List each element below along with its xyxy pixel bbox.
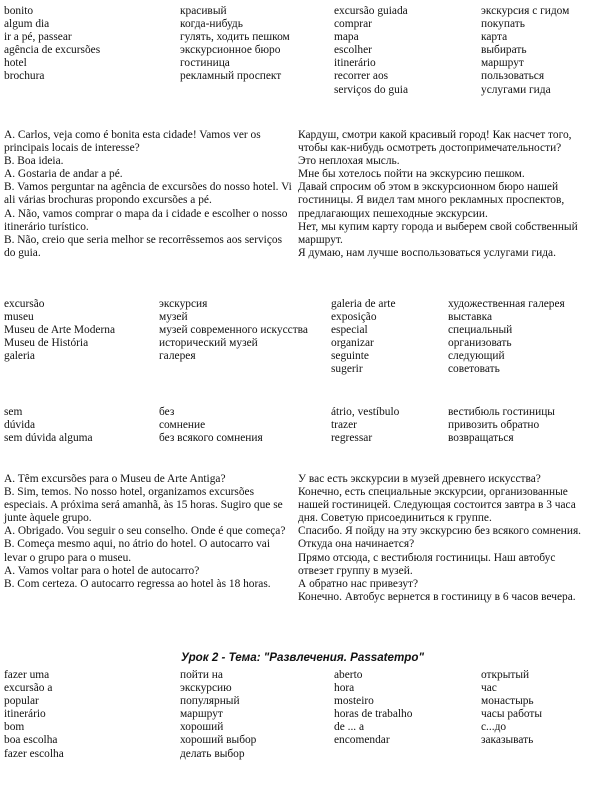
- vocab-translation: час: [481, 682, 497, 695]
- vocab-translation: [481, 748, 596, 761]
- vocab-word: especial: [331, 324, 368, 337]
- vocab-word: escolher: [334, 44, 372, 57]
- vocab-translation: исторический музей: [159, 337, 258, 350]
- vocab-word: popular: [4, 695, 39, 708]
- dialogue-line: Нет, мы купим карту города и выберем свой собственный маршрут.: [298, 220, 578, 246]
- vocab-word: trazer: [331, 419, 357, 432]
- vocab-translation: экскурсионное бюро: [180, 44, 281, 57]
- vocab-translation: часы работы: [481, 708, 543, 721]
- vocab-word: sem: [4, 406, 23, 418]
- dialogue-line: Давай спросим об этом в экскурсионном бюро нашей гостиницы. Я видел там много рекламных проспектов, предлагающих пешеходные экскурсии.: [298, 181, 565, 220]
- vocab-translation: карта: [481, 31, 508, 44]
- vocab-table-2: [4, 298, 598, 377]
- vocab-translation: музей: [159, 311, 188, 324]
- dialogue-line: Мне бы хотелось пойти на экскурсию пешком.: [298, 168, 525, 181]
- vocab-translation: красивый: [180, 5, 227, 17]
- vocab-word: fazer escolha: [4, 747, 64, 760]
- vocab-word: galeria: [4, 350, 35, 363]
- vocab-translation: гулять, ходить пешком: [180, 31, 290, 44]
- vocab-translation: специальный: [448, 324, 513, 337]
- vocab-translation: открытый: [481, 669, 530, 681]
- vocab-word: agência de excursões: [4, 44, 101, 57]
- dialogue-line: B. Com certeza. O autocarro regressa ao hotel às 18 horas.: [4, 577, 271, 590]
- vocab-word: dúvida: [4, 419, 36, 432]
- vocab-translation: организовать: [448, 337, 512, 350]
- vocab-word: de ... a: [334, 721, 365, 734]
- vocab-word: mosteiro: [334, 695, 374, 708]
- vocab-table-1: [4, 5, 601, 97]
- vocab-translation: хороший выбор: [180, 734, 257, 747]
- vocab-translation: хороший: [180, 721, 224, 734]
- dialogue-line: B. Sim, temos. No nosso hotel, organizamos excursões especiais. A próxima será amanhã, às 15 horas. Sugiro que se junte àquele grupo.: [4, 486, 283, 525]
- vocab-translation: возвращаться: [448, 432, 514, 445]
- vocab-word: horas de trabalho: [334, 708, 413, 721]
- dialogue-line: A. Carlos, veja como é bonita esta cidade! Vamos ver os principais locais de interesse?: [4, 129, 261, 155]
- vocab-translation: выбирать: [481, 44, 527, 57]
- vocab-word: Museu de Arte Moderna: [4, 324, 116, 337]
- dialogue-1-portuguese: [4, 129, 294, 260]
- dialogue-line: Спасибо. Я пойду на эту экскурсию без всякого сомнения. Откуда она начинается?: [298, 525, 582, 551]
- dialogue-line: A. Não, vamos comprar o mapa da i cidade e escolher o nosso itinerário turístico.: [4, 207, 288, 233]
- vocab-word: organizar: [331, 337, 374, 350]
- vocab-translation: рекламный проспект: [180, 70, 282, 83]
- vocab-translation: гостиница: [180, 57, 230, 70]
- vocab-translation: экскурсию: [180, 682, 232, 695]
- vocab-table-4: [4, 669, 596, 761]
- vocab-translation: монастырь: [481, 695, 534, 708]
- dialogue-line: B. Boa ideia.: [4, 155, 64, 168]
- dialogue-line: Конечно. Автобус вернется в гостиницу в 6 часов вечера.: [298, 590, 576, 603]
- vocab-word: boa escolha: [4, 734, 58, 747]
- vocab-translation: когда-нибудь: [180, 18, 243, 31]
- vocab-word: excursão guiada: [334, 5, 408, 17]
- vocab-word: hotel: [4, 57, 27, 70]
- dialogue-line: A. Vamos voltar para o hotel de autocarro?: [4, 564, 200, 577]
- vocab-word: seguinte: [331, 350, 369, 363]
- vocab-translation: художественная галерея: [448, 298, 565, 310]
- vocab-word: museu: [4, 311, 34, 324]
- vocab-word: bonito: [4, 5, 34, 17]
- dialogue-line: B. Vamos perguntar na agência de excursões do nosso hotel. Vi ali várias brochuras propondo excursões a pé.: [4, 181, 292, 207]
- vocab-translation: маршрут: [481, 57, 524, 70]
- dialogue-line: A. Gostaria de andar a pé.: [4, 168, 123, 181]
- vocab-translation: привозить обратно: [448, 419, 540, 432]
- vocab-word: itinerário: [334, 57, 376, 70]
- vocab-translation: выставка: [448, 311, 493, 324]
- vocab-translation: заказывать: [481, 734, 534, 747]
- vocab-word: Museu de História: [4, 337, 89, 350]
- dialogue-line: A. Têm excursões para o Museu de Arte Antiga?: [4, 473, 226, 485]
- vocab-word: fazer uma: [4, 669, 50, 681]
- dialogue-line: A. Obrigado. Vou seguir o seu conselho. Onde é que começa?: [4, 525, 286, 538]
- dialogue-line: Кардуш, смотри какой красивый город! Как насчет того, чтобы как-нибудь осмотреть достопримечательности?: [298, 129, 572, 155]
- vocab-translation: [159, 363, 331, 376]
- vocab-word: aberto: [334, 669, 363, 681]
- dialogue-2-russian: [298, 473, 592, 604]
- vocab-translation: маршрут: [180, 708, 223, 721]
- vocab-translation: сомнение: [159, 419, 206, 432]
- vocab-word: algum dia: [4, 18, 50, 31]
- vocab-translation: советовать: [448, 363, 500, 376]
- vocab-word: [4, 363, 159, 376]
- vocab-translation: следующий: [448, 350, 505, 363]
- vocab-word: exposição: [331, 311, 377, 324]
- lesson-title: Урок 2 - Тема: "Развлечения. Passatempo": [181, 651, 424, 664]
- vocab-translation: музей современного искусства: [159, 324, 308, 337]
- dialogue-line: Это неплохая мысль.: [298, 155, 400, 168]
- vocab-word: [334, 748, 481, 761]
- vocab-word: sugerir: [331, 363, 363, 376]
- vocab-translation: услугами гида: [481, 83, 551, 96]
- vocab-word: ir a pé, passear: [4, 31, 72, 44]
- dialogue-1-russian: [298, 129, 596, 260]
- dialogue-line: Прямо отсюда, с вестибюля гостиницы. Наш автобус отвезет группу в музей.: [298, 551, 556, 577]
- dialogue-line: Конечно, есть специальные экскурсии, организованные нашей гостиницей. Следующая состоится завтра в 3 часа дня. Советую присоединиться к группе.: [298, 486, 576, 525]
- vocab-translation: галерея: [159, 350, 196, 363]
- vocab-word: excursão a: [4, 682, 53, 695]
- vocab-translation: без всякого сомнения: [159, 432, 263, 445]
- vocab-word: galeria de arte: [331, 298, 396, 310]
- vocab-translation: делать выбор: [180, 747, 245, 760]
- dialogue-line: B. Não, creio que seria melhor se recorrêssemos aos serviços do guia.: [4, 233, 283, 259]
- vocab-word: bom: [4, 721, 25, 734]
- vocab-word: itinerário: [4, 708, 46, 721]
- vocab-translation: вестибюль гостиницы: [448, 406, 555, 418]
- vocab-word: excursão: [4, 298, 45, 310]
- vocab-word: serviços do guia: [334, 83, 409, 96]
- vocab-table-3: [4, 406, 598, 445]
- vocab-translation: экскурсия с гидом: [481, 5, 570, 17]
- vocab-translation: популярный: [180, 695, 240, 708]
- vocab-word: comprar: [334, 18, 372, 31]
- vocab-word: brochura: [4, 70, 45, 83]
- vocab-translation: пользоваться: [481, 70, 545, 83]
- vocab-translation: экскурсия: [159, 298, 208, 310]
- vocab-word: regressar: [331, 432, 373, 445]
- vocab-translation: с...до: [481, 721, 507, 734]
- dialogue-2-portuguese: [4, 473, 286, 591]
- dialogue-line: А обратно нас привезут?: [298, 577, 419, 590]
- vocab-word: sem dúvida alguma: [4, 432, 93, 445]
- dialogue-line: У вас есть экскурсии в музей древнего искусства?: [298, 473, 541, 485]
- vocab-word: recorrer aos: [334, 70, 389, 83]
- dialogue-line: B. Começa mesmo aqui, no átrio do hotel. O autocarro vai levar o grupo para o museu.: [4, 538, 271, 564]
- dialogue-line: Я думаю, нам лучше воспользоваться услугами гида.: [298, 246, 556, 259]
- vocab-word: átrio, vestíbulo: [331, 406, 400, 418]
- vocab-word: mapa: [334, 31, 359, 44]
- vocab-translation: пойти на: [180, 669, 223, 681]
- vocab-translation: [180, 84, 334, 97]
- vocab-translation: покупать: [481, 18, 525, 31]
- vocab-word: encomendar: [334, 734, 390, 747]
- vocab-word: hora: [334, 682, 355, 695]
- vocab-word: [4, 84, 180, 97]
- vocab-translation: без: [159, 406, 175, 418]
